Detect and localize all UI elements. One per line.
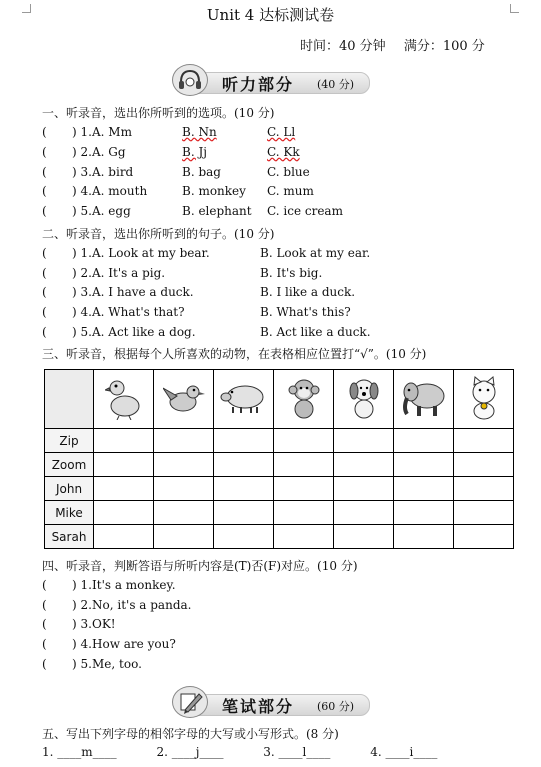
section2-heading: 二、听录音，选出你所听到的句子。(10 分) [42, 227, 275, 241]
tick-cell [214, 501, 274, 525]
tick-cell [94, 429, 154, 453]
banner-score: (60 分) [317, 700, 355, 713]
tick-cell [94, 477, 154, 501]
letter-blank: 2. ____j____ [156, 745, 224, 759]
row-name: Mike [45, 501, 94, 525]
tick-cell [214, 453, 274, 477]
tick-cell [334, 501, 394, 525]
tick-cell [214, 477, 274, 501]
tick-cell [154, 453, 214, 477]
tick-cell [394, 477, 454, 501]
tick-cell [334, 525, 394, 549]
tick-cell [334, 477, 394, 501]
section4-heading: 四、听录音，判断答语与所听内容是(T)否(F)对应。(10 分) [42, 559, 358, 573]
tick-cell [274, 429, 334, 453]
letter-blank: 4. ____i____ [370, 745, 438, 759]
tick-cell [394, 429, 454, 453]
banner-title: 笔试部分 [222, 697, 295, 716]
tick-cell [154, 525, 214, 549]
dog-icon [334, 370, 394, 429]
elephant-icon [394, 370, 454, 429]
tick-cell [154, 429, 214, 453]
banner-score: (40 分) [317, 78, 355, 91]
score-label: 满分：100 分 [403, 39, 485, 54]
letter-fill-row [42, 745, 473, 759]
tick-cell [214, 429, 274, 453]
tick-cell [94, 525, 154, 549]
tick-cell [274, 453, 334, 477]
row-name: Zoom [45, 453, 94, 477]
tick-cell [454, 525, 514, 549]
tick-cell [394, 453, 454, 477]
listening-banner [172, 62, 372, 96]
pig-icon [214, 370, 274, 429]
time-score-line [300, 35, 499, 54]
duck-icon [94, 370, 154, 429]
headphones-icon [172, 64, 208, 96]
tick-cell [454, 501, 514, 525]
tick-cell [274, 477, 334, 501]
tick-cell [394, 501, 454, 525]
tick-cell [454, 453, 514, 477]
bird-icon [154, 370, 214, 429]
tick-cell [334, 453, 394, 477]
letter-blank: 1. ____m____ [42, 745, 117, 759]
banner-title: 听力部分 [222, 75, 295, 94]
tick-cell [274, 501, 334, 525]
tick-cell [394, 525, 454, 549]
tick-cell [454, 477, 514, 501]
tick-cell [94, 501, 154, 525]
row-name: Sarah [45, 525, 94, 549]
section3-heading: 三、听录音，根据每个人所喜欢的动物，在表格相应位置打“√”。(10 分) [42, 347, 427, 361]
pencil-icon [172, 686, 208, 718]
tick-cell [154, 501, 214, 525]
cat-icon [454, 370, 514, 429]
section1-heading: 一、听录音，选出你所听到的选项。(10 分) [42, 106, 275, 120]
tick-cell [154, 477, 214, 501]
tick-cell [214, 525, 274, 549]
page-title: Unit 4 达标测试卷 [206, 6, 335, 24]
section5-heading: 五、写出下列字母的相邻字母的大写或小写形式。(8 分) [42, 727, 339, 741]
animal-preference-table [44, 369, 514, 549]
row-name: Zip [45, 429, 94, 453]
table-corner [45, 370, 94, 429]
writing-banner [172, 684, 372, 718]
tick-cell [454, 429, 514, 453]
tick-cell [334, 429, 394, 453]
tick-cell [94, 453, 154, 477]
monkey-icon [274, 370, 334, 429]
tick-cell [274, 525, 334, 549]
row-name: John [45, 477, 94, 501]
time-label: 时间：40 分钟 [300, 39, 386, 54]
letter-blank: 3. ____l____ [263, 745, 331, 759]
